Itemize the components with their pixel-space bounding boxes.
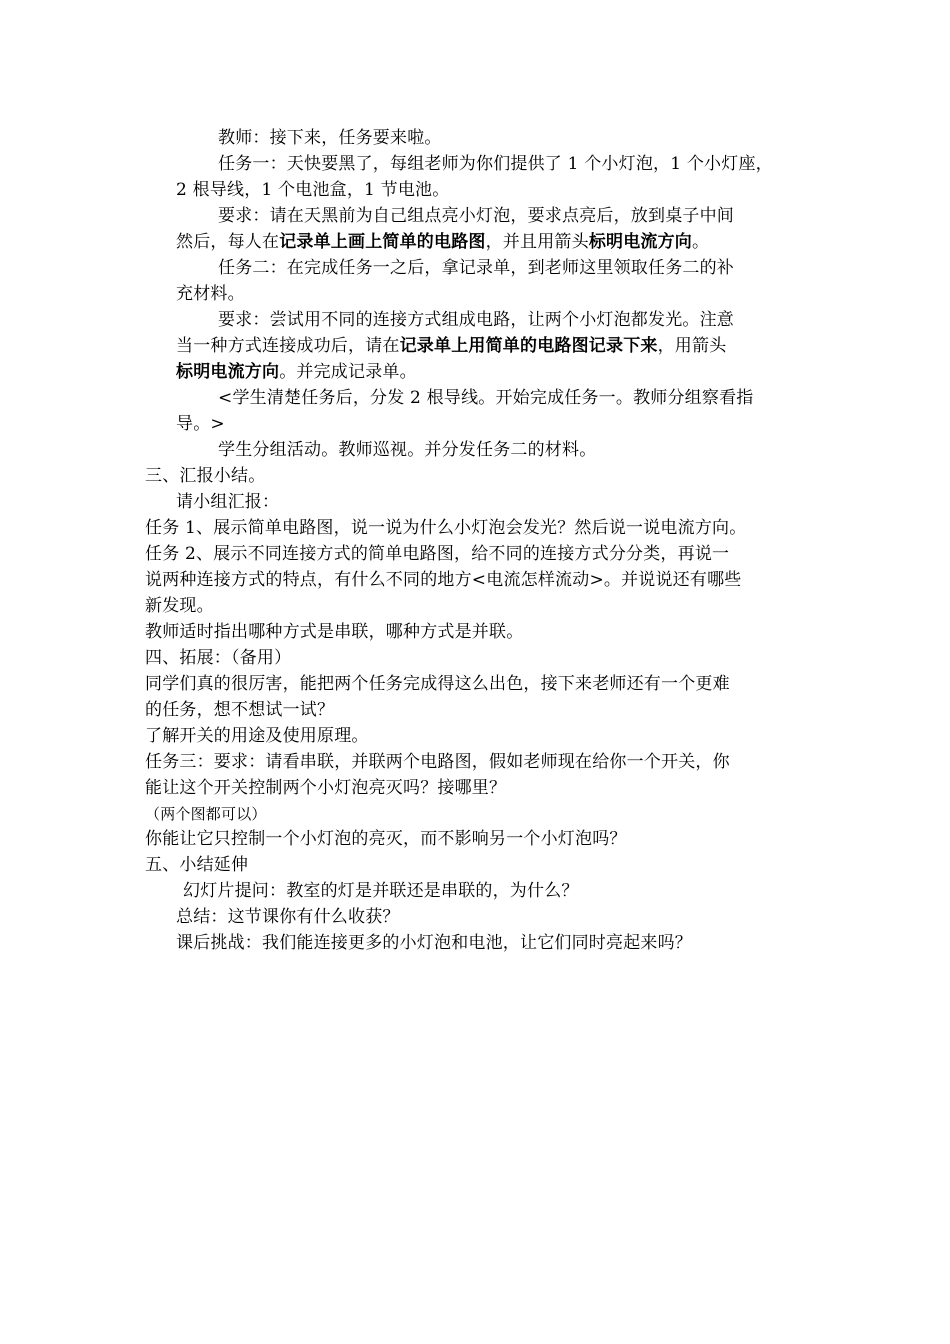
paragraph-line: 任务二：在完成任务一之后，拿记录单，到老师这里领取任务二的补 <box>218 258 734 278</box>
paragraph-line: 幻灯片提问：教室的灯是并联还是串联的，为什么？ <box>183 881 579 901</box>
paragraph-line: 要求：请在天黑前为自己组点亮小灯泡，要求点亮后，放到桌子中间 <box>218 206 734 226</box>
bold-text: 标明电流方向 <box>588 232 693 252</box>
section-heading: 五、小结延伸 <box>145 855 249 875</box>
text-run: ，用箭头 <box>657 336 727 356</box>
paragraph-line: 的任务，想不想试一试？ <box>145 700 335 720</box>
paragraph-line: 能让这个开关控制两个小灯泡亮灭吗？接哪里？ <box>145 778 507 798</box>
paragraph-line <box>176 335 726 357</box>
paragraph-line: 教师适时指出哪种方式是串联，哪种方式是并联。 <box>145 622 524 642</box>
text-run: ，并且用箭头 <box>485 232 589 252</box>
paragraph-line: 了解开关的用途及使用原理。 <box>145 726 369 746</box>
paragraph-line: 充材料。 <box>176 284 245 304</box>
text-run: 。 <box>692 232 710 252</box>
paragraph-line <box>176 361 417 383</box>
paragraph-line: 请小组汇报： <box>176 492 280 512</box>
text-run: 当一种方式连接成功后，请在 <box>176 336 400 356</box>
text-run: 然后，每人在 <box>176 232 280 252</box>
section-heading: 四、拓展：（备用） <box>145 648 292 668</box>
paragraph-line: 任务 1、展示简单电路图，说一说为什么小灯泡会发光？然后说一说电流方向。 <box>145 518 747 538</box>
paragraph-line: 要求：尝试用不同的连接方式组成电路，让两个小灯泡都发光。注意 <box>218 310 734 330</box>
paragraph-line: 总结：这节课你有什么收获？ <box>176 907 400 927</box>
paragraph-line: 导。> <box>176 414 225 434</box>
paragraph-line: 说两种连接方式的特点，有什么不同的地方<电流怎样流动>。并说说还有哪些 <box>145 570 742 590</box>
paragraph-line: （两个图都可以） <box>145 805 267 823</box>
text-run: 。并完成记录单。 <box>279 362 417 382</box>
paragraph-line: 新发现。 <box>145 596 214 616</box>
paragraph-line: 课后挑战：我们能连接更多的小灯泡和电池，让它们同时亮起来吗？ <box>176 933 692 953</box>
section-heading: 三、汇报小结。 <box>145 466 266 486</box>
paragraph-line: 任务 2、展示不同连接方式的简单电路图，给不同的连接方式分分类，再说一 <box>145 544 730 564</box>
paragraph-line: 你能让它只控制一个小灯泡的亮灭，而不影响另一个小灯泡吗？ <box>145 829 627 849</box>
paragraph-line: 同学们真的很厉害，能把两个任务完成得这么出色，接下来老师还有一个更难 <box>145 674 730 694</box>
paragraph-line: 教师：接下来，任务要来啦。 <box>218 128 442 148</box>
paragraph-line: 学生分组活动。教师巡视。并分发任务二的材料。 <box>218 440 597 460</box>
bold-text: 记录单上画上简单的电路图 <box>279 232 486 252</box>
paragraph-line: 任务三：要求：请看串联，并联两个电路图，假如老师现在给你一个开关，你 <box>145 752 730 772</box>
bold-text: 记录单上用简单的电路图记录下来 <box>399 336 658 356</box>
paragraph-line <box>176 231 709 253</box>
paragraph-line: 2 根导线，1 个电池盒，1 节电池。 <box>176 180 450 200</box>
paragraph-line: 任务一：天快要黑了，每组老师为你们提供了 1 个小灯泡，1 个小灯座， <box>218 154 773 174</box>
bold-text: 标明电流方向 <box>176 362 280 382</box>
paragraph-line: <学生清楚任务后，分发 2 根导线。开始完成任务一。教师分组察看指 <box>218 388 754 408</box>
